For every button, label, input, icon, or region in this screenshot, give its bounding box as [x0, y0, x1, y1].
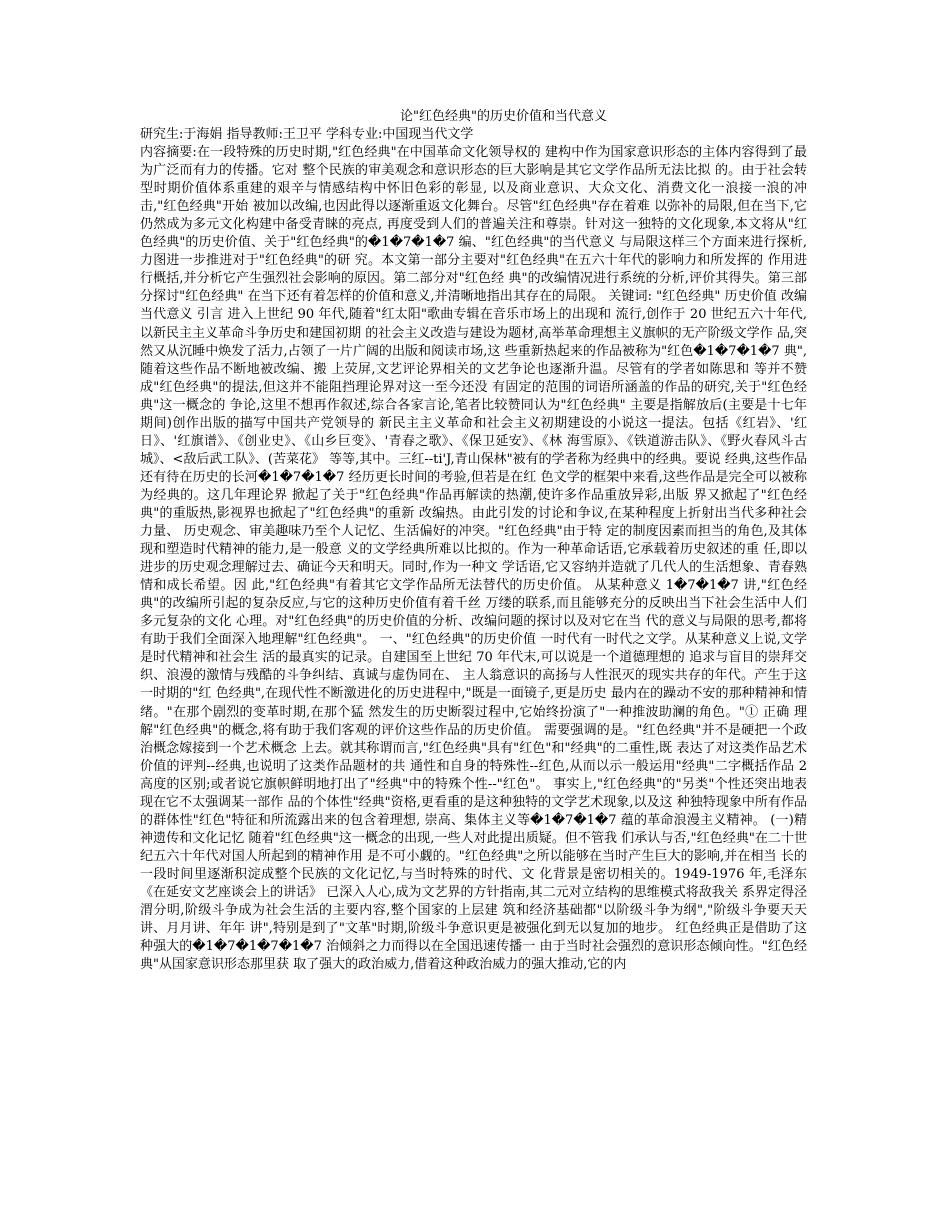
- author-line: 研究生:于海娟 指导教师:王卫平 学科专业:中国现当代文学: [140, 127, 474, 142]
- page-title: 论"红色经典"的历史价值和当代意义: [400, 109, 607, 124]
- document-page: [140, 108, 807, 974]
- body-text: 内容摘要:在一段特殊的历史时期,"红色经典"在中国革命文化领导权的 建构中作为国家意识形态的主体内容得到了最为广泛而有力的传播。它对 整个民族的审美观念和意识形态的巨大影响是其它文学作品所无法比拟 的。由于社会转型时期价值体系重建的艰辛与情感结构中怀旧色彩的彰显, 以及商业意识、大众文化、消费文化一浪接一浪的冲击,"红色经典"开始 被加以改编,也因此得以逐渐重返文化舞台。尽管"红色经典"存在着难 以弥补的局限,但在当下,它仍然成为多元文化构建中备受青睐的亮点, 再度受到人们的普遍关注和尊崇。针对这一独特的文化现象,本文将从"红 色经典"的历史价值、关于"红色经典"的�1�7�1�7 编、"红色经典"的当代意义 与局限这样三个方面来进行探析,力图进一步推进对于"红色经典"的研 究。本文第一部分主要对"红色经典"在五六十年代的影响力和所发挥的 作用进行概括,并分析它产生强烈社会影响的原因。第二部分对"红色经 典"的改编情况进行系统的分析,评价其得失。第三部分探讨"红色经典" 在当下还有着怎样的价值和意义,并清晰地指出其存在的局限。 关键词: "红色经典" 历史价值 改编 当代意义 引言 进入上世纪 90 年代,随着"红太阳"歌曲专辑在音乐市场上的出现和 流行,创作于 20 世纪五六十年代,以新民主主义革命斗争历史和建国初期 的社会主义改造与建设为题材,高举革命理想主义旗帜的无产阶级文学作 品,突然又从沉睡中焕发了活力,占领了一片广阔的出版和阅读市场,这 些重新热起来的作品被称为"红色�1�7�1�7 典",随着这些作品不断地被改编、搬 上荧屏,文艺评论界相关的文艺争论也逐渐升温。尽管有的学者如陈思和 等并不赞成"红色经典"的提法,但这并不能阻挡理论界对这一至今还没 有固定的范围的词语所涵盖的作品的研究,关于"红色经典"这一概念的 争论,这里不想再作叙述,综合各家言论,笔者比较赞同认为"红色经典" 主要是指解放后(主要是十七年期间)创作出版的描写中国共产党领导的 新民主主义革命和社会主义初期建设的小说这一提法。包括《红岩》、'红 日》、'红旗谱》、《创业史》、《山乡巨变》、'青春之歌》、《保卫延安》、《林 海雪原》、《铁道游击队》、《野火春风斗古城》、<敌后武工队》、(苦菜花》 等等,其中。三红--ti'J,青山保林"被有的学者称为经典中的经典。要说 经典,这些作品还有待在历史的长河�1�7�1�7 经历更长时间的考验,但若是在红 色文学的框架中来看,这些作品是完全可以被称为经典的。这几年理论界 掀起了关于"红色经典"作品再解读的热潮,使许多作品重放异彩,出版 界又掀起了"红色经典"的重版热,影视界也掀起了"红色经典"的重新 改编热。由此引发的讨论和争议,在某种程度上折射出当代多种社会力量、 历史观念、审美趣味乃至个人记忆、生活偏好的冲突。"红色经典"由于特 定的制度因素而担当的角色,及其体现和塑造时代精神的能力,是一般意 义的文学经典所难以比拟的。作为一种革命话语,它承载着历史叙述的重 任,即以进步的历史观念理解过去、确证今天和明天。同时,作为一种文 学话语,它又容纳并造就了几代人的生活想象、青春熟情和成长希望。因 此,"红色经典"有着其它文学作品所无法替代的历史价值。 从某种意义 1�7�1�7 讲,"红色经典"的改编所引起的复杂反应,与它的这种历史价值有着千丝 万缕的联系,而且能够充分的反映出当下社会生活中人们多元复杂的文化 心理。对"红色经典"的历史价值的分析、改编问题的探讨以及对它在当 代的意义与局限的思考,都将有助于我们全面深入地理解"红色经典"。 一、"红色经典"的历史价值 一时代有一时代之文学。从某种意义上说,文学是时代精神和社会生 活的最真实的记录。自建国至上世纪 70 年代末,可以说是一个道德理想的 追求与盲目的崇拜交织、浪漫的激情与残酷的斗争纠结、真诚与虚伪同在、 主人翁意识的高扬与人性泯灭的现实共存的年代。产生于这一时期的"红 色经典",在现代性不断激进化的历史进程中,"既是一面镜子,更是历史 最内在的躁动不安的那种精神和情绪。"在那个剧烈的变革时期,在那个猛 然发生的历史断裂过程中,它始终扮演了"一种推波助澜的角色。"① 正确 理解"红色经典"的概念,将有助于我们客观的评价这些作品的历史价值。 需要强调的是。"红色经典"并不是硬把一个政治概念嫁接到一个艺术概念 上去。就其称谓而言,"红色经典"具有"红色"和"经典"的二重性,既 表达了对这类作品艺术价值的评判--经典,也说明了这类作品题材的共 通性和自身的特殊性--红色,从而以示一般运用"经典"二字概括作品 2 高度的区别;或者说它旗帜鲜明地打出了"经典"中的特殊个性--"红色"。 事实上,"红色经典"的"另类"个性还突出地表现在它不太强调某一部作 品的个体性"经典"资格,更看重的是这种独特的文学艺术现象,以及这 种独特现象中所有作品的群体性"红色"特征和所流露出来的包含着理想, 崇高、集体主义等�1�7�1�7 蕴的革命浪漫主义精神。 (一)精神遗传和文化记忆 随着"红色经典"这一概念的出现,一些人对此提出质疑。但不管我 们承认与否,"红色经典"在二十世纪五六十年代对国人所起到的精神作用 是不可小觑的。"红色经典"之所以能够在当时产生巨大的影响,并在相当 长的一段时间里逐渐积淀成整个民族的文化记忆,与当时特殊的时代、文 化背景是密切相关的。1949-1976 年,毛泽东《在延安文艺座谈会上的讲话》 已深入人心,成为文艺界的方针指南,其二元对立结构的思维模式将敌我关 系界定得泾渭分明,阶级斗争成为社会生活的主要内容,整个国家的上层建 筑和经济基础都"以阶级斗争为纲","阶级斗争要天天讲、月月讲、年年 讲",特别是到了"文革"时期,阶级斗争意识更是被强化到无以复加的地步。 红色经典正是借助了这种强大的�1�7�1�7�1�7 治倾斜之力而得以在全国迅速传播一 由于当时社会强烈的意识形态倾向性。"红色经典"从国家意识形态那里获 取了强大的政治威力,借着这种政治威力的强大推动,它的内: [140, 145, 807, 973]
